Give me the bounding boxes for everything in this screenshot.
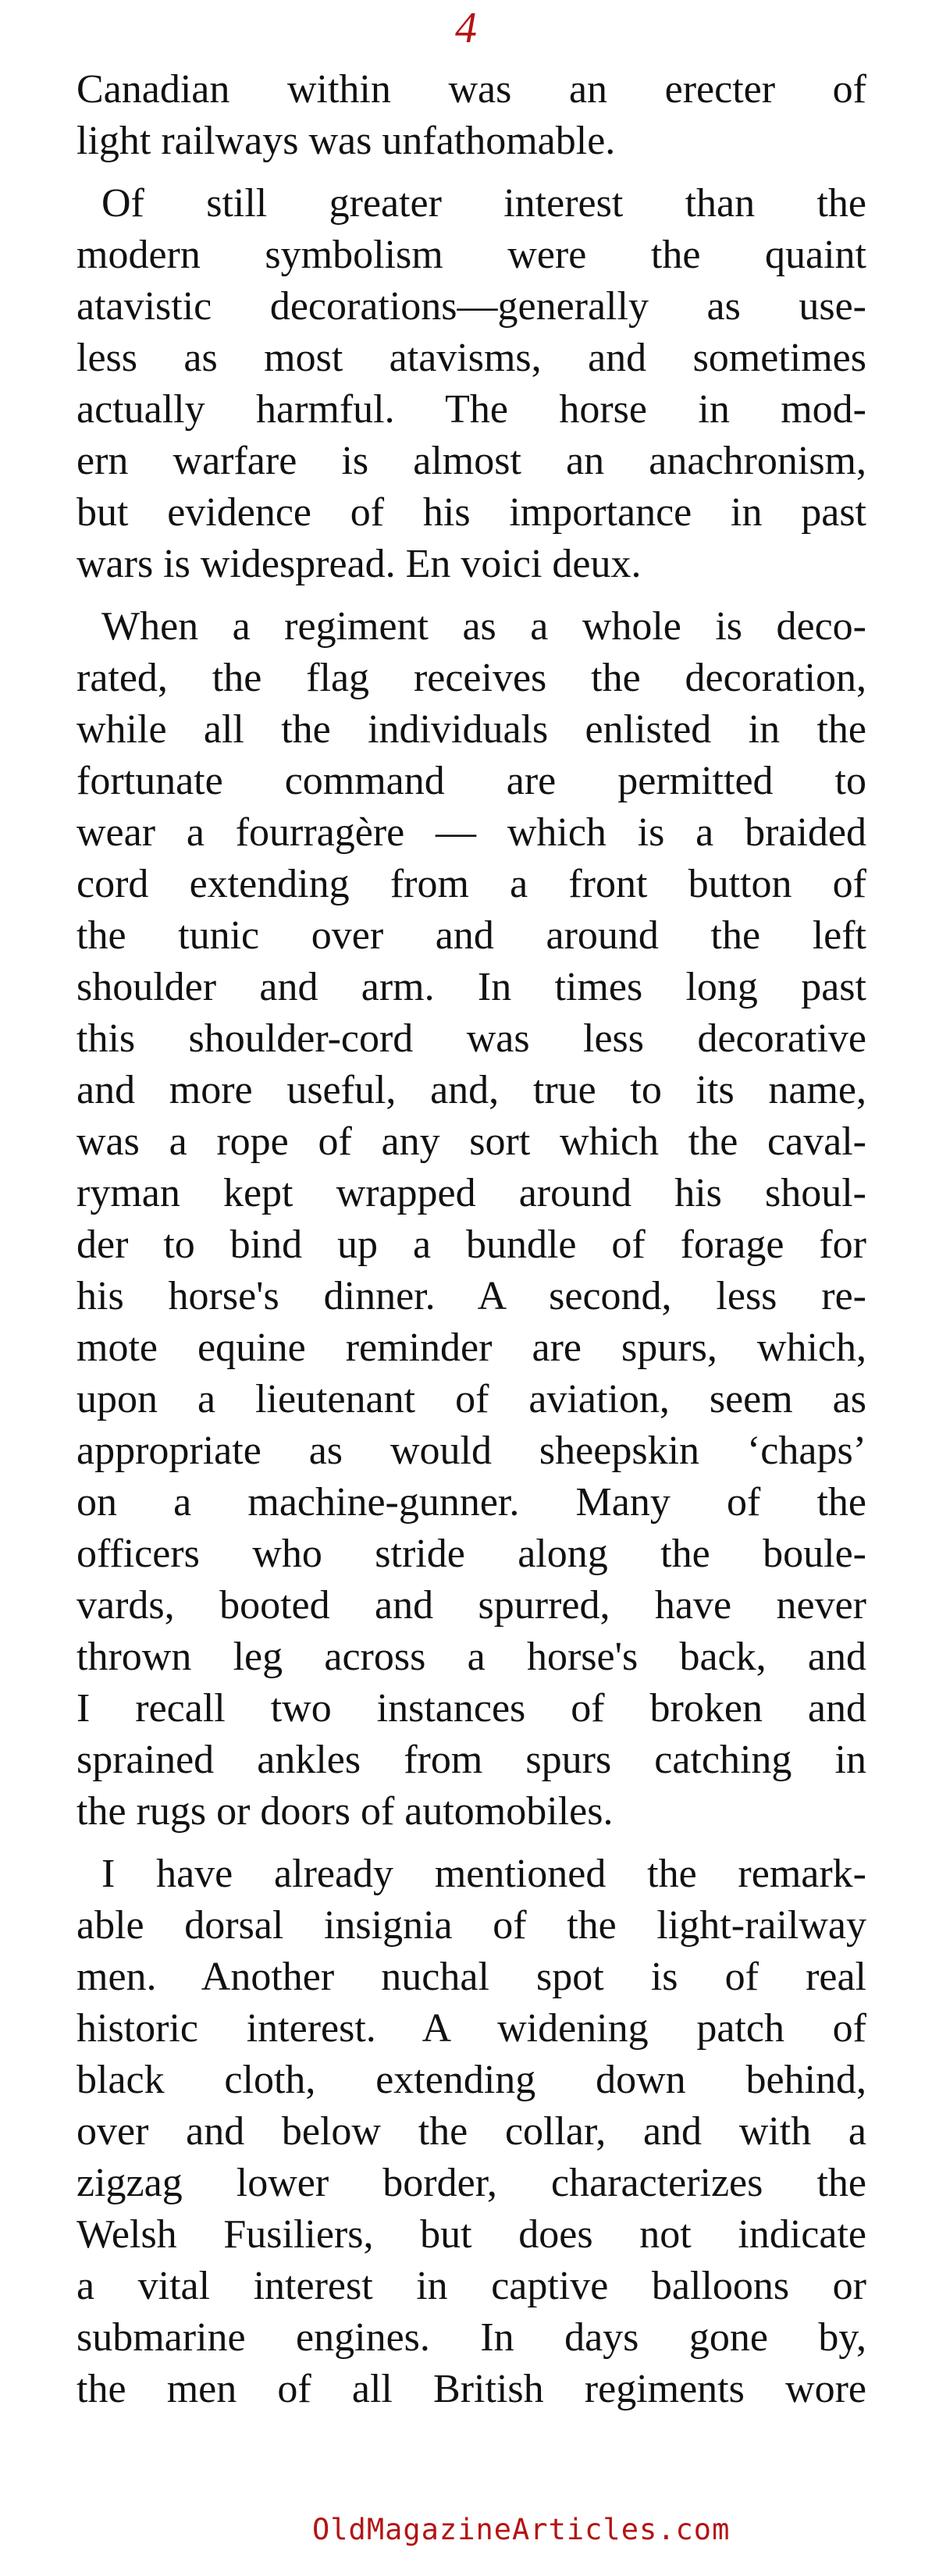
text-line: this shoulder-cord was less decorative [76,1016,866,1061]
text-line: on a machine-gunner. Many of the [76,1480,866,1525]
text-line: cord extending from a front button of [76,862,866,906]
text-line: shoulder and arm. In times long past [76,965,866,1009]
text-line: historic interest. A widening patch of [76,2006,866,2051]
text-line: thrown leg across a horse's back, and [76,1635,866,1679]
page-number: 4 [455,4,477,52]
text-line: vards, booted and spurred, have never [76,1583,866,1628]
text-line: and more useful, and, true to its name, [76,1068,866,1112]
text-line: was a rope of any sort which the caval- [76,1119,866,1164]
text-line: der to bind up a bundle of forage for [76,1222,866,1267]
footer-credit: OldMagazineArticles.com [312,2513,731,2546]
article-column [76,64,866,2415]
text-line: submarine engines. In days gone by, [76,2315,866,2360]
text-line: I recall two instances of broken and [76,1686,866,1731]
text-line: officers who stride along the boule- [76,1532,866,1576]
text-line: less as most atavisms, and sometimes [76,336,866,380]
text-line: rated, the flag receives the decoration, [76,656,866,700]
text-line: atavistic decorations—generally as use- [76,284,866,329]
text-line: while all the individuals enlisted in the [76,707,866,752]
text-line: Welsh Fusiliers, but does not indicate [76,2212,866,2257]
text-line: light railways was unfathomable. [76,119,616,163]
text-line: zigzag lower border, characterizes the [76,2161,866,2205]
text-line: mote equine reminder are spurs, which, [76,1325,866,1370]
text-line: the men of all British regiments wore [76,2367,866,2411]
text-line: modern symbolism were the quaint [76,233,866,277]
text-line: over and below the collar, and with a [76,2109,866,2154]
text-line: wars is widespread. En voici deux. [76,542,642,586]
text-line: the rugs or doors of automobiles. [76,1789,614,1834]
text-line: wear a fourragère — which is a braided [76,810,866,855]
text-line: the tunic over and around the left [76,913,866,958]
text-line: ryman kept wrapped around his shoul- [76,1171,866,1215]
text-line: Canadian within was an erecter of [76,67,866,112]
text-line: sprained ankles from spurs catching in [76,1738,866,1782]
text-line: black cloth, extending down behind, [76,2058,866,2102]
text-line: but evidence of his importance in past [76,490,866,535]
text-line: fortunate command are permitted to [76,759,866,803]
text-line: upon a lieutenant of aviation, seem as [76,1377,866,1421]
text-line: men. Another nuchal spot is of real [76,1955,866,1999]
text-line: ern warfare is almost an anachronism, [76,439,866,483]
text-line: Of still greater interest than the [101,181,866,226]
text-line: able dorsal insignia of the light-railway [76,1903,866,1948]
text-line: actually harmful. The horse in mod- [76,387,866,432]
text-line: appropriate as would sheepskin ‘chaps’ [76,1429,866,1473]
text-line: When a regiment as a whole is deco- [101,604,866,649]
text-line: I have already mentioned the remark- [101,1852,866,1896]
text-line: a vital interest in captive balloons or [76,2264,866,2308]
text-line: his horse's dinner. A second, less re- [76,1274,866,1318]
